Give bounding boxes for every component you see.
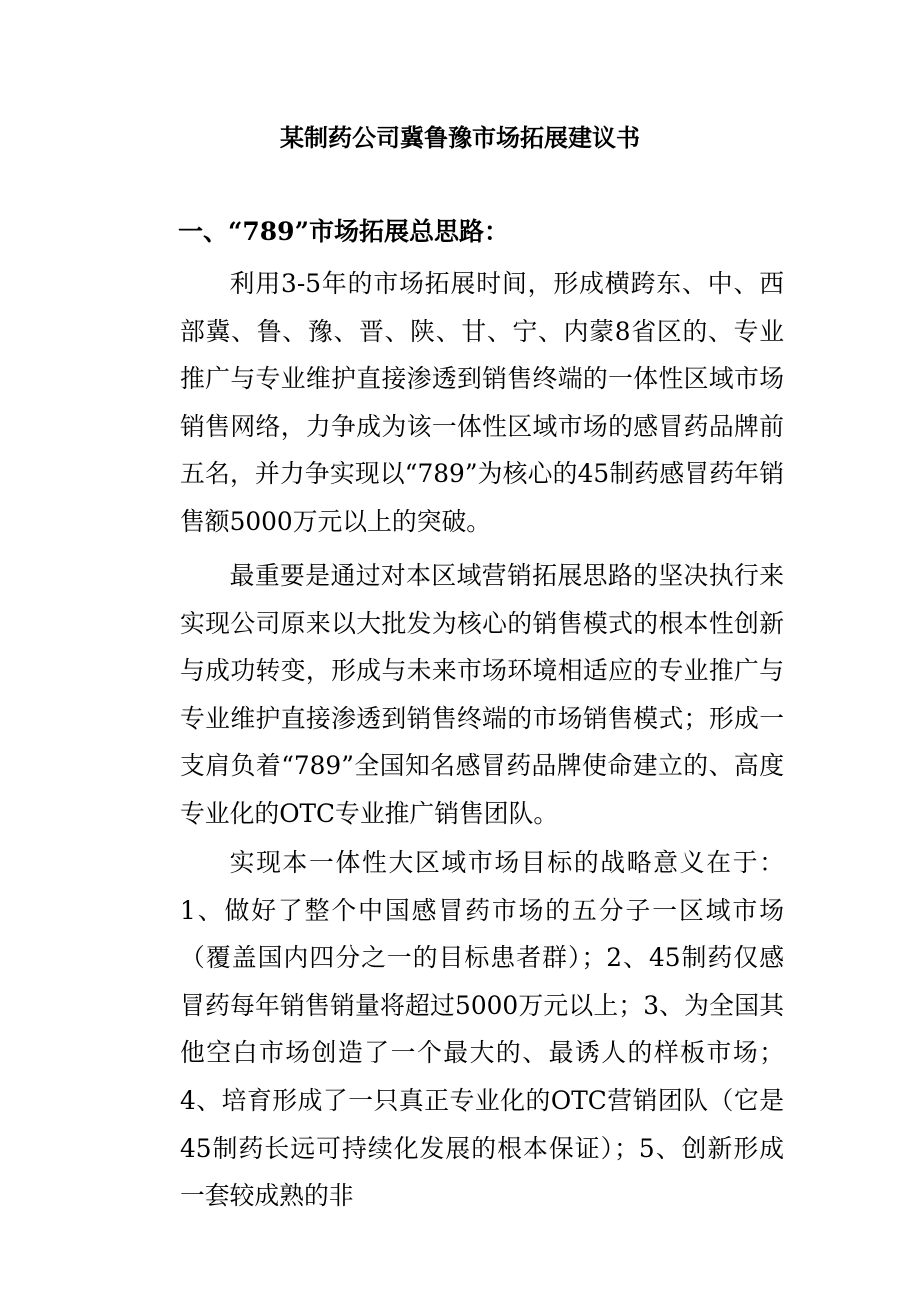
document-title: 某制药公司冀鲁豫市场拓展建议书 bbox=[280, 123, 640, 152]
paragraph-sales-model: 最重要是通过对本区域营销拓展思路的坚决执行来实现公司原来以大批发为核心的销售模式的根本性创新与成功转变，形成与未来市场环境相适应的专业推广与专业维护直接渗透到销售终端的市场销售模式；形成一支肩负着“789”全国知名感冒药品牌使命建立的、高度专业化的OTC专业推广销售团队。 bbox=[180, 561, 784, 828]
paragraph-strategic-significance: 实现本一体性大区域市场目标的战略意义在于：1、做好了整个中国感冒药市场的五分子一区域市场（覆盖国内四分之一的目标患者群）；2、45制药仅感冒药每年销售销量将超过5000万元以上；3、为全国其他空白市场创造了一个最大的、最诱人的样板市场；4、培育形成了一只真正专业化的OTC营销团队（它是45制药长远可持续化发展的根本保证）；5、创新形成一套较成熟的非 bbox=[180, 848, 784, 1211]
paragraph-strategy-goal: 利用3-5年的市场拓展时间，形成横跨东、中、西部冀、鲁、豫、晋、陕、甘、宁、内蒙8省区的、专业推广与专业维护直接渗透到销售终端的一体性区域市场销售网络，力争成为该一体性区域市场的感冒药品牌前五名，并力争实现以“789”为核心的45制药感冒药年销售额5000万元以上的突破。 bbox=[180, 269, 784, 536]
section-heading: 一、“789”市场拓展总思路： bbox=[178, 217, 509, 246]
